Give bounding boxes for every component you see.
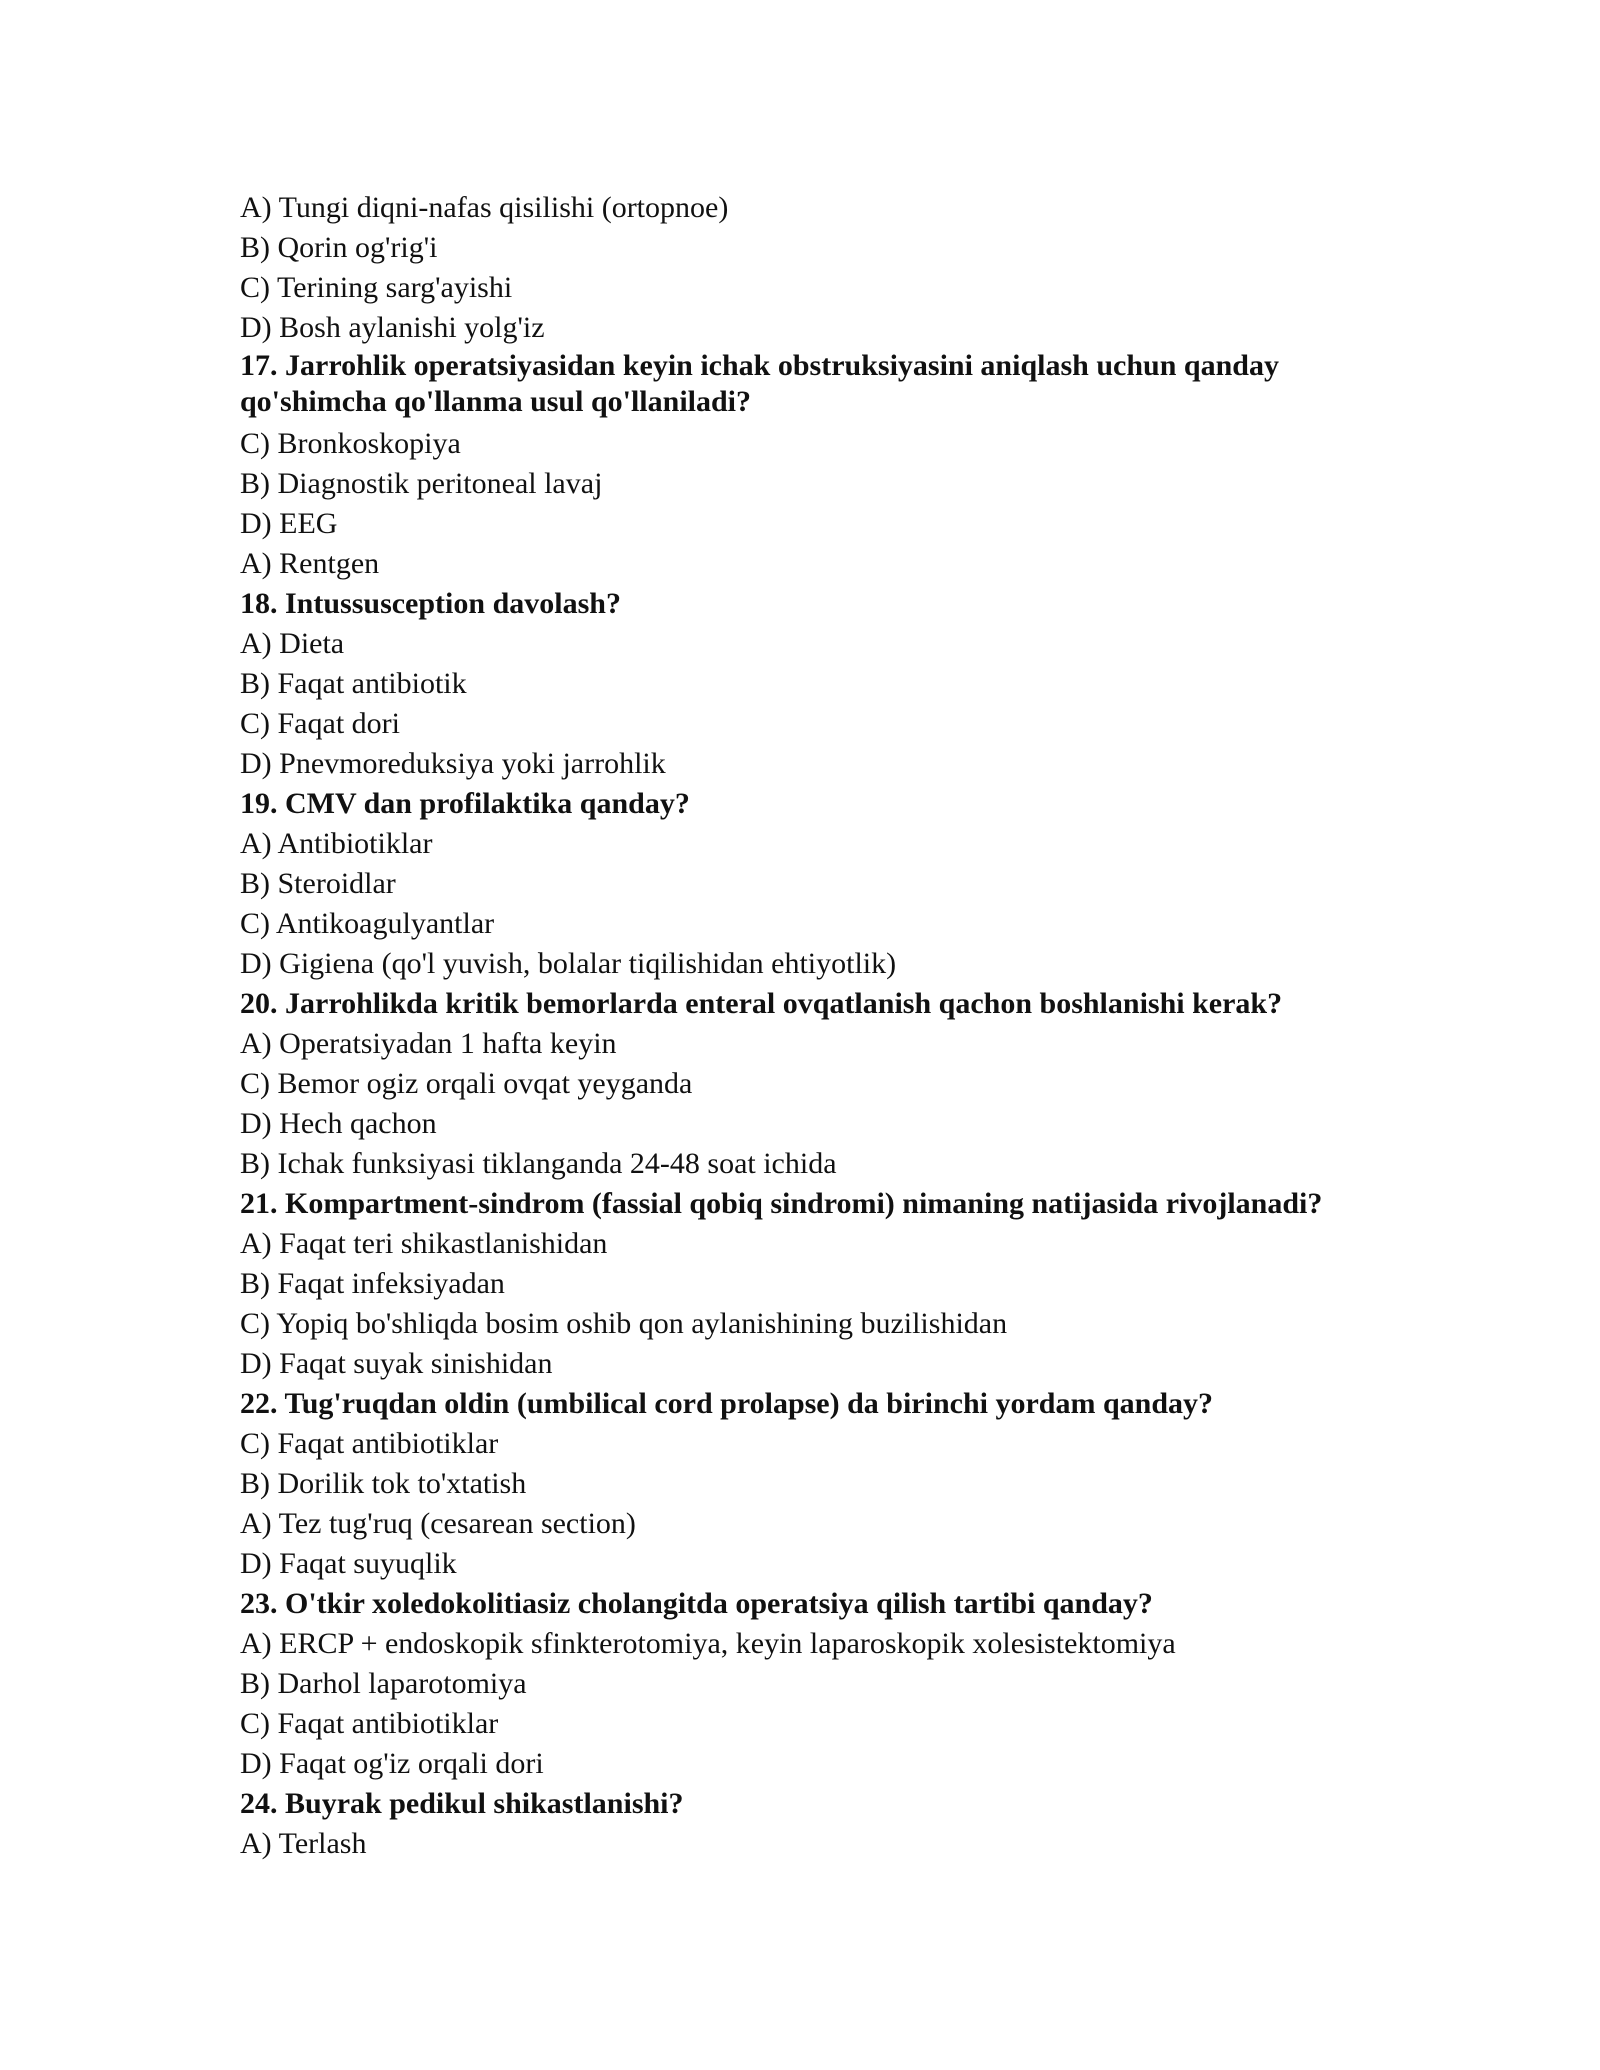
question-text: 23. O'tkir xoledokolitiasiz cholangitda operatsiya qilish tartibi qanday? <box>240 1587 1153 1620</box>
answer-option: D) Hech qachon <box>240 1107 437 1140</box>
answer-option: B) Diagnostik peritoneal lavaj <box>240 467 603 500</box>
answer-option: C) Faqat antibiotiklar <box>240 1707 499 1740</box>
answer-option: D) Bosh aylanishi yolg'iz <box>240 311 545 344</box>
question-text: 18. Intussusception davolash? <box>240 587 621 620</box>
answer-option: B) Steroidlar <box>240 867 396 900</box>
answer-option: A) ERCP + endoskopik sfinkterotomiya, keyin laparoskopik xolesistektomiya <box>240 1627 1176 1660</box>
question-text: 21. Kompartment-sindrom (fassial qobiq sindromi) nimaning natijasida rivojlanadi? <box>240 1187 1323 1220</box>
answer-option: B) Dorilik tok to'xtatish <box>240 1467 527 1500</box>
question-text: 19. CMV dan profilaktika qanday? <box>240 787 690 820</box>
answer-option: C) Antikoagulyantlar <box>240 907 495 940</box>
question-text: 20. Jarrohlikda kritik bemorlarda enteral ovqatlanish qachon boshlanishi kerak? <box>240 987 1283 1020</box>
question-text: 22. Tug'ruqdan oldin (umbilical cord prolapse) da birinchi yordam qanday? <box>240 1387 1214 1420</box>
answer-option: C) Terining sarg'ayishi <box>240 271 513 304</box>
question-text: 17. Jarrohlik operatsiyasidan keyin ichak obstruksiyasini aniqlash uchun qanday qo'shimcha qo'llanma usul qo'llaniladi? <box>240 349 1279 418</box>
answer-option: D) EEG <box>240 507 338 540</box>
answer-option: C) Yopiq bo'shliqda bosim oshib qon aylanishining buzilishidan <box>240 1307 1008 1340</box>
question-text: 24. Buyrak pedikul shikastlanishi? <box>240 1787 684 1820</box>
answer-option: C) Bronkoskopiya <box>240 427 461 460</box>
answer-option: D) Faqat og'iz orqali dori <box>240 1747 544 1780</box>
answer-option: B) Ichak funksiyasi tiklanganda 24-48 soat ichida <box>240 1147 837 1180</box>
answer-option: A) Antibiotiklar <box>240 827 433 860</box>
answer-option: C) Faqat antibiotiklar <box>240 1427 499 1460</box>
answer-option: A) Operatsiyadan 1 hafta keyin <box>240 1027 617 1060</box>
answer-option: A) Tez tug'ruq (cesarean section) <box>240 1507 636 1540</box>
answer-option: A) Dieta <box>240 627 345 660</box>
answer-option: A) Rentgen <box>240 547 380 580</box>
answer-option: C) Faqat dori <box>240 707 400 740</box>
answer-option: A) Terlash <box>240 1827 367 1860</box>
answer-option: D) Faqat suyak sinishidan <box>240 1347 553 1380</box>
answer-option: B) Darhol laparotomiya <box>240 1667 527 1700</box>
answer-option: B) Faqat antibiotik <box>240 667 467 700</box>
answer-option: D) Gigiena (qo'l yuvish, bolalar tiqilishidan ehtiyotlik) <box>240 947 897 980</box>
answer-option: D) Pnevmoreduksiya yoki jarrohlik <box>240 747 666 780</box>
answer-option: A) Faqat teri shikastlanishidan <box>240 1227 608 1260</box>
answer-option: B) Faqat infeksiyadan <box>240 1267 505 1300</box>
quiz-text-block <box>240 188 1440 1864</box>
answer-option: C) Bemor ogiz orqali ovqat yeyganda <box>240 1067 693 1100</box>
answer-option: B) Qorin og'rig'i <box>240 231 438 264</box>
answer-option: A) Tungi diqni-nafas qisilishi (ortopnoe) <box>240 191 729 224</box>
answer-option: D) Faqat suyuqlik <box>240 1547 457 1580</box>
